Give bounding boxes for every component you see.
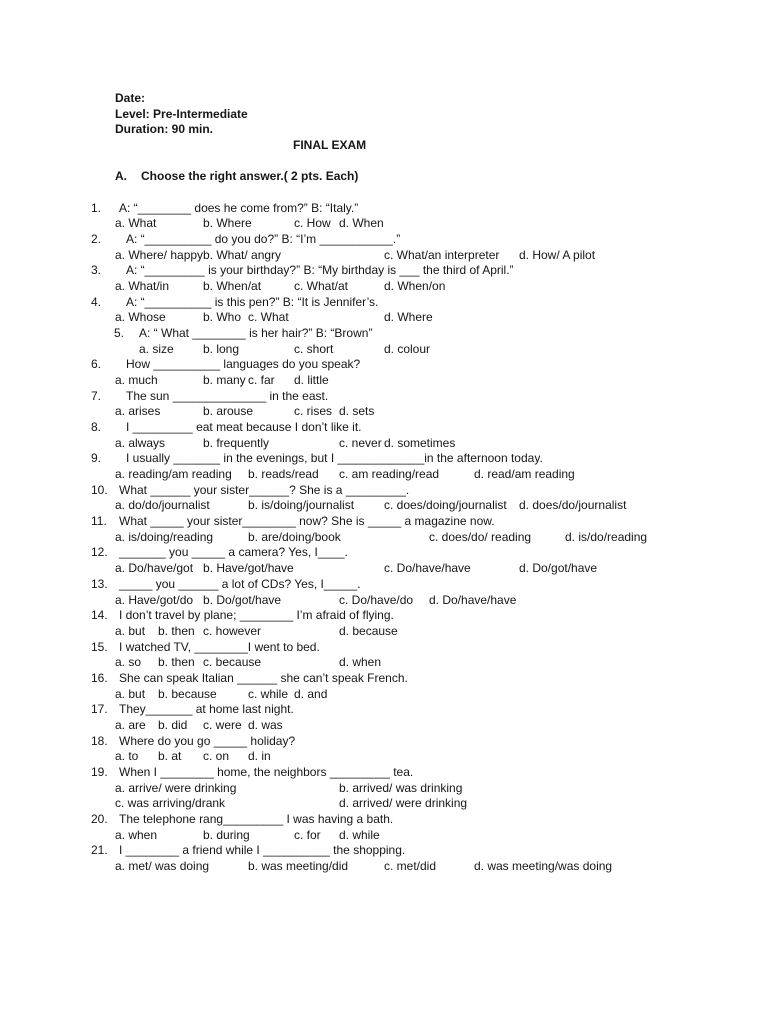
question-text: What ______ your sister______? She is a _________. xyxy=(119,482,410,497)
answer-option-b: b. then xyxy=(158,655,195,670)
level-label: Level: Pre-Intermediate xyxy=(115,106,248,121)
answer-option-c: c. for xyxy=(294,827,321,842)
answer-option-b: b. was meeting/did xyxy=(248,858,349,873)
answer-option-d: d. read/am reading xyxy=(474,467,575,482)
question-number: 20. xyxy=(91,811,108,826)
answer-option-a: a. much xyxy=(115,373,158,388)
answer-option-c: c. does/do/ reading xyxy=(429,529,532,544)
answer-option-c: c. were xyxy=(203,717,242,732)
options-row xyxy=(0,749,768,765)
question-number: 10. xyxy=(91,482,108,497)
answer-option-a: a. Have/got/do xyxy=(115,592,194,607)
question-number: 17. xyxy=(91,702,108,717)
answer-option-c: c. was arriving/drank xyxy=(115,796,226,811)
answer-option-a: a. arises xyxy=(115,404,161,419)
answer-option-d: d. while xyxy=(339,827,380,842)
options-row xyxy=(0,404,768,420)
question-text: What _____ your sister________ now? She is _____ a magazine now. xyxy=(119,514,495,529)
question-text: When I ________ home, the neighbors _________ tea. xyxy=(119,764,414,779)
question-number: 18. xyxy=(91,733,108,748)
question-row xyxy=(0,671,768,687)
question-row xyxy=(0,577,768,593)
question-number: 16. xyxy=(91,670,108,685)
question-text: They_______ at home last night. xyxy=(119,702,294,717)
question-row xyxy=(0,545,768,561)
options-row xyxy=(0,248,768,264)
answer-option-a: a. Whose xyxy=(115,310,166,325)
answer-option-c: c. How xyxy=(294,216,331,231)
header-row xyxy=(0,122,768,138)
question-text: A: “__________ do you do?” B: “I’m ___________.” xyxy=(126,232,401,247)
answer-option-b: b. at xyxy=(158,749,182,764)
options-row xyxy=(0,498,768,514)
answer-option-a: a. when xyxy=(115,827,158,842)
section-instruction: Choose the right answer.( 2 pts. Each) xyxy=(141,169,359,184)
answer-option-a: a. is/doing/reading xyxy=(115,529,214,544)
answer-option-b: b. Have/got/have xyxy=(203,561,294,576)
question-text: She can speak Italian ______ she can’t speak French. xyxy=(119,670,408,685)
question-text: A: “ What ________ is her hair?” B: “Brown” xyxy=(139,326,373,341)
question-row xyxy=(0,357,768,373)
question-row xyxy=(0,201,768,217)
question-text: A: “_________ is your birthday?” B: “My birthday is ___ the third of April.” xyxy=(126,263,514,278)
options-row xyxy=(0,859,768,875)
answer-option-c: c. What xyxy=(248,310,289,325)
question-row xyxy=(0,812,768,828)
options-row xyxy=(0,216,768,232)
answer-option-b: b. Who xyxy=(203,310,242,325)
answer-option-a: a. reading/am reading xyxy=(115,467,232,482)
answer-option-c: c. short xyxy=(294,341,334,356)
question-row xyxy=(0,608,768,624)
options-row xyxy=(0,624,768,640)
question-number: 7. xyxy=(91,388,102,403)
answer-option-b: b. reads/read xyxy=(248,467,319,482)
answer-option-d: d. Do/got/have xyxy=(519,561,598,576)
question-number: 14. xyxy=(91,608,108,623)
header-row xyxy=(0,107,768,123)
answer-option-a: a. met/ was doing xyxy=(115,858,210,873)
question-row xyxy=(0,734,768,750)
answer-option-c: c. while xyxy=(248,686,289,701)
question-number: 1. xyxy=(91,200,102,215)
question-row xyxy=(0,640,768,656)
date-label: Date: xyxy=(115,91,146,105)
answer-option-c: c. because xyxy=(203,655,262,670)
answer-option-c: c. What/at xyxy=(294,279,349,294)
options-row xyxy=(0,530,768,546)
answer-option-a: a. Do/have/got xyxy=(115,561,194,576)
question-text: A: “__________ is this pen?” B: “It is Jennifer’s. xyxy=(126,294,379,309)
question-number: 19. xyxy=(91,764,108,779)
answer-option-a: a. but xyxy=(115,623,146,638)
question-row xyxy=(0,389,768,405)
answer-option-c: c. What/an interpreter xyxy=(384,247,500,262)
answer-option-d: d. Do/have/have xyxy=(429,592,517,607)
answer-option-b: b. frequently xyxy=(203,435,270,450)
options-row xyxy=(0,781,768,797)
answer-option-b: b. during xyxy=(203,827,250,842)
answer-option-c: c. far xyxy=(248,373,275,388)
section-letter: A. xyxy=(115,169,127,184)
options-row xyxy=(0,436,768,452)
answer-option-b: b. When/at xyxy=(203,279,262,294)
section-heading xyxy=(0,169,768,185)
answer-option-b: b. then xyxy=(158,623,195,638)
answer-option-b: b. because xyxy=(158,686,217,701)
answer-option-a: a. What xyxy=(115,216,157,231)
answer-option-d: d. in xyxy=(248,749,271,764)
options-row xyxy=(0,279,768,295)
answer-option-a: a. but xyxy=(115,686,146,701)
answer-option-d: d. when xyxy=(339,655,382,670)
answer-option-d: d. colour xyxy=(384,341,431,356)
answer-option-d: d. How/ A pilot xyxy=(519,247,596,262)
options-row xyxy=(0,467,768,483)
options-row xyxy=(0,342,768,358)
question-text: I watched TV, ________I went to bed. xyxy=(119,639,320,654)
answer-option-b: b. What/ angry xyxy=(203,247,282,262)
options-row xyxy=(0,796,768,812)
question-text: _______ you _____ a camera? Yes, I____. xyxy=(119,545,348,560)
answer-option-c: c. never xyxy=(339,435,382,450)
answer-option-d: d. was meeting/was doing xyxy=(474,858,613,873)
question-text: I _________ eat meat because I don’t like it. xyxy=(126,420,362,435)
answer-option-b: b. Do/got/have xyxy=(203,592,282,607)
options-row xyxy=(0,718,768,734)
answer-option-a: a. are xyxy=(115,717,146,732)
answer-option-a: a. so xyxy=(115,655,142,670)
answer-option-a: a. do/do/journalist xyxy=(115,498,210,513)
header-row xyxy=(0,91,768,107)
question-number: 15. xyxy=(91,639,108,654)
answer-option-d: d. is/do/reading xyxy=(565,529,648,544)
question-number: 6. xyxy=(91,357,102,372)
question-text: I ________ a friend while I __________ the shopping. xyxy=(119,843,406,858)
spacer xyxy=(0,154,768,170)
question-row xyxy=(0,420,768,436)
question-text: _____ you ______ a lot of CDs? Yes, I_____. xyxy=(119,576,361,591)
question-text: Where do you go _____ holiday? xyxy=(119,733,296,748)
options-row xyxy=(0,561,768,577)
answer-option-c: c. Do/have/have xyxy=(384,561,471,576)
answer-option-d: d. Where xyxy=(384,310,433,325)
answer-option-d: d. When/on xyxy=(384,279,446,294)
question-text: I don’t travel by plane; ________ I’m afraid of flying. xyxy=(119,608,394,623)
duration-label: Duration: 90 min. xyxy=(115,122,214,137)
answer-option-b: b. long xyxy=(203,341,240,356)
answer-option-a: a. size xyxy=(139,341,174,356)
header-row xyxy=(0,138,768,154)
answer-option-d: d. was xyxy=(248,717,283,732)
question-row xyxy=(0,514,768,530)
question-number: 9. xyxy=(91,451,102,466)
question-row xyxy=(0,263,768,279)
options-row xyxy=(0,373,768,389)
question-number: 21. xyxy=(91,843,108,858)
answer-option-c: c. rises xyxy=(294,404,333,419)
answer-option-c: c. however xyxy=(203,623,262,638)
answer-option-a: a. Where/ happy xyxy=(115,247,204,262)
answer-option-b: b. are/doing/book xyxy=(248,529,341,544)
question-text: I usually _______ in the evenings, but I _____________in the afternoon today. xyxy=(126,451,543,466)
options-row xyxy=(0,593,768,609)
answer-option-a: a. to xyxy=(115,749,139,764)
question-text: The telephone rang_________ I was having a bath. xyxy=(119,811,394,826)
answer-option-b: b. did xyxy=(158,717,188,732)
question-number: 2. xyxy=(91,232,102,247)
question-text: How __________ languages do you speak? xyxy=(126,357,361,372)
answer-option-c: c. met/did xyxy=(384,858,437,873)
question-number: 3. xyxy=(91,263,102,278)
exam-document xyxy=(0,91,768,875)
answer-option-c: c. am reading/read xyxy=(339,467,440,482)
answer-option-d: d. and xyxy=(294,686,328,701)
answer-option-b: b. arrived/ was drinking xyxy=(339,780,463,795)
spacer xyxy=(0,185,768,201)
answer-option-b: b. arouse xyxy=(203,404,254,419)
answer-option-b: b. Where xyxy=(203,216,252,231)
answer-option-d: d. arrived/ were drinking xyxy=(339,796,468,811)
question-number: 11. xyxy=(91,514,107,529)
question-row xyxy=(0,295,768,311)
answer-option-c: c. does/doing/journalist xyxy=(384,498,507,513)
answer-option-c: c. on xyxy=(203,749,230,764)
answer-option-d: d. sometimes xyxy=(384,435,456,450)
answer-option-b: b. many xyxy=(203,373,246,388)
answer-option-c: c. Do/have/do xyxy=(339,592,414,607)
options-row xyxy=(0,828,768,844)
answer-option-b: b. is/doing/journalist xyxy=(248,498,355,513)
question-number: 8. xyxy=(91,420,102,435)
options-row xyxy=(0,687,768,703)
question-row xyxy=(0,451,768,467)
question-row xyxy=(0,765,768,781)
question-number: 13. xyxy=(91,576,108,591)
question-row xyxy=(0,702,768,718)
answer-option-d: d. When xyxy=(339,216,384,231)
question-number: 5. xyxy=(114,326,125,341)
question-number: 12. xyxy=(91,545,108,560)
answer-option-a: a. always xyxy=(115,435,166,450)
answer-option-a: a. What/in xyxy=(115,279,170,294)
answer-option-d: d. sets xyxy=(339,404,375,419)
options-row xyxy=(0,655,768,671)
question-text: The sun ______________ in the east. xyxy=(126,388,329,403)
question-number: 4. xyxy=(91,294,102,309)
options-row xyxy=(0,310,768,326)
exam-title: FINAL EXAM xyxy=(293,138,367,153)
question-row xyxy=(0,483,768,499)
answer-option-a: a. arrive/ were drinking xyxy=(115,780,237,795)
answer-option-d: d. because xyxy=(339,623,398,638)
question-row xyxy=(0,232,768,248)
answer-option-d: d. little xyxy=(294,373,329,388)
answer-option-d: d. does/do/journalist xyxy=(519,498,627,513)
question-row xyxy=(0,843,768,859)
question-text: A: “________ does he come from?” B: “Italy.” xyxy=(119,200,359,215)
question-row xyxy=(0,326,768,342)
